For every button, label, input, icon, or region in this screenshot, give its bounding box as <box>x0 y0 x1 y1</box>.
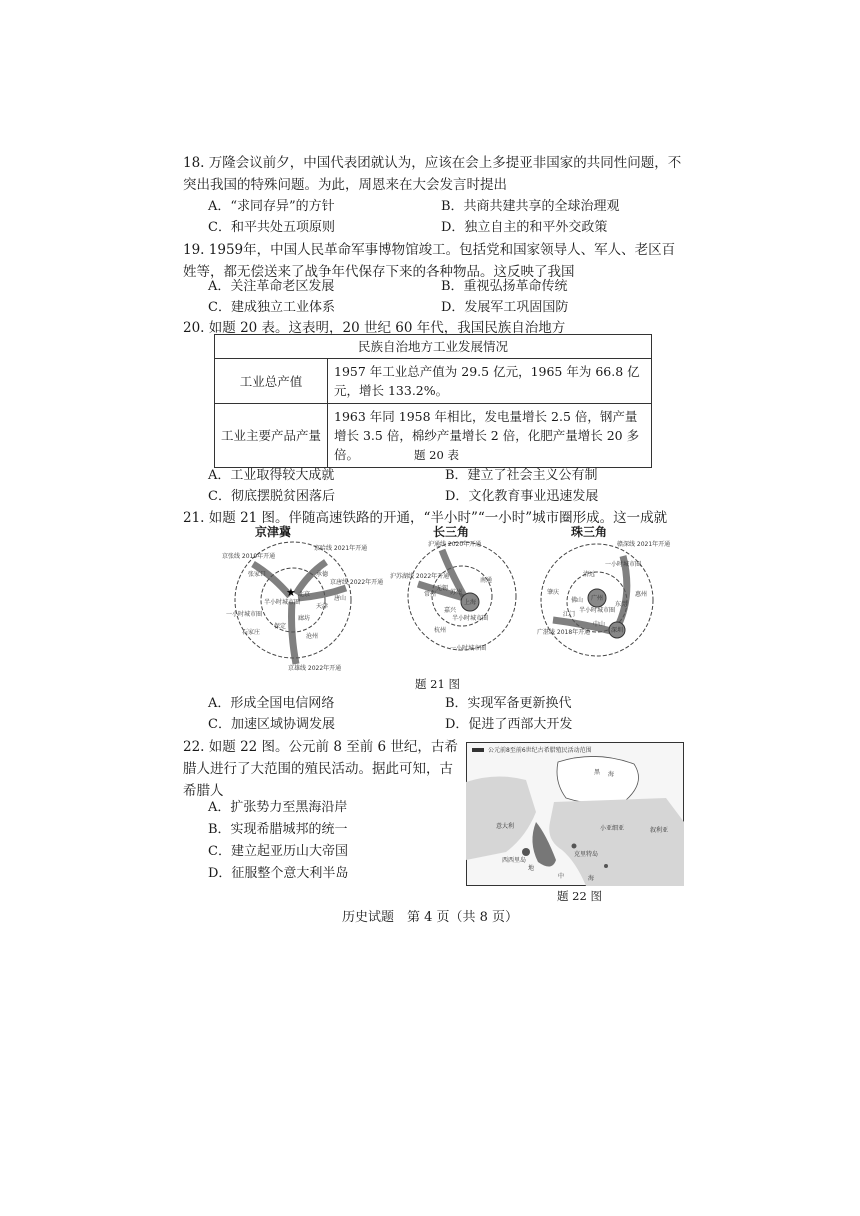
q20-caption: 题 20 表 <box>414 448 459 462</box>
table-row-label: 工业主要产品产量 <box>215 404 328 468</box>
q21-option-b[interactable]: B．实现军备更新换代 <box>445 696 572 711</box>
map-label: 常州 <box>424 591 437 598</box>
question-22 <box>183 736 461 802</box>
question-18-stem: 18. 万隆会议前夕，中国代表团就认为，应该在会上多提亚非国家的共同性问题，不突出我国的特殊问题。为此，周恩来在大会发言时提出 <box>183 155 682 193</box>
map-label: 天津 <box>316 603 329 610</box>
question-21-stem: 21. 如题 21 图。伴随高速铁路的开通，“半小时”“一小时”城市圈形成。这一成就 <box>183 510 668 526</box>
q21-option-c[interactable]: C．加速区域协调发展 <box>208 717 335 732</box>
q21-option-d[interactable]: D．促进了西部大开发 <box>445 717 573 732</box>
map-label: 沧州 <box>306 633 319 640</box>
map-label: 叙利亚 <box>650 827 669 834</box>
q19-option-c[interactable]: C．建成独立工业体系 <box>208 300 335 315</box>
q18-option-c[interactable]: C．和平共处五项原则 <box>208 220 335 235</box>
q22-caption: 题 22 图 <box>557 889 602 903</box>
q18-option-b[interactable]: B．共商共建共享的全球治理观 <box>441 199 620 214</box>
map-label: 一小时城市圈 <box>605 561 642 568</box>
q20-option-a[interactable]: A．工业取得较大成就 <box>208 468 335 483</box>
q18-option-a[interactable]: A．“求同存异”的方针 <box>208 199 335 214</box>
map-label: 广州 <box>591 595 604 602</box>
question-20-stem: 20. 如题 20 表。这表明，20 世纪 60 年代，我国民族自治地方 <box>183 320 566 336</box>
table-row-text: 1963 年同 1958 年相比，发电量增长 2.5 倍，钢产量增长 3.5 倍，棉纱产量增长 2 倍，化肥产量增长 20 多倍。 <box>328 404 652 468</box>
map-label: 江门 <box>563 611 576 618</box>
question-number: 19. <box>183 242 205 258</box>
map-label: 西西里岛 <box>502 857 527 864</box>
map-label: 地 <box>528 865 535 872</box>
map-label: 沪苏湖线 2022年开通 <box>390 573 450 580</box>
question-number: 21. <box>183 510 205 526</box>
map-label: 肇庆 <box>547 589 560 596</box>
table-row-text: 1957 年工业总产值为 29.5 亿元，1965 年为 66.8 亿元，增长 133.2%。 <box>328 359 652 404</box>
question-19-stem: 19. 1959年，中国人民革命军事博物馆竣工。包括党和国家领导人、军人、老区百姓等，都无偿送来了战争年代保存下来的各种物品。这反映了我国 <box>183 242 676 280</box>
map-label: 嘉兴 <box>444 607 457 614</box>
svg-text:★: ★ <box>286 586 296 599</box>
map-jingjinji <box>218 536 384 674</box>
page-footer: 历史试题 第 4 页（共 8 页） <box>341 910 519 925</box>
map-label: 京哈线 2021年开通 <box>314 545 368 552</box>
map-label: 京雄线 2022年开通 <box>288 665 342 672</box>
map-label: 唐山 <box>334 595 347 602</box>
map-label: 廊坊 <box>298 615 311 622</box>
map-zhusanjiao <box>535 536 671 666</box>
map-label: 上海 <box>464 599 477 606</box>
q20-option-c[interactable]: C．彻底摆脱贫困落后 <box>208 489 335 504</box>
map-label: 京张线 2019年开通 <box>222 553 276 560</box>
map-label: 张家口 <box>248 571 267 578</box>
map-label: 克里特岛 <box>574 851 599 858</box>
q22-map <box>466 742 684 886</box>
map-label: 半小时城市圈 <box>264 599 301 606</box>
q20-option-b[interactable]: B．建立了社会主义公有制 <box>445 468 598 483</box>
map-label: 中山 <box>593 621 606 628</box>
map-label: 保定 <box>274 623 287 630</box>
map-legend: 公元前8至前6世纪古希腊殖民活动范围 <box>488 747 592 754</box>
map-label: 北京 <box>298 591 311 598</box>
map-title-zhusanjiao: 珠三角 <box>571 525 608 539</box>
q20-option-d[interactable]: D．文化教育事业迅速发展 <box>445 489 599 504</box>
q19-option-d[interactable]: D．发展军工巩固国防 <box>441 300 569 315</box>
question-number: 18. <box>183 155 205 171</box>
table-row-label: 工业总产值 <box>215 359 328 404</box>
q22-option-d[interactable]: D．征服整个意大利半岛 <box>208 866 349 881</box>
map-label: 承德 <box>316 571 329 578</box>
q22-option-c[interactable]: C．建立起亚历山大帝国 <box>208 844 348 859</box>
q21-option-a[interactable]: A．形成全国电信网络 <box>208 696 335 711</box>
map-label: 杭州 <box>434 627 447 634</box>
map-title-jingjinji: 京津冀 <box>255 525 292 539</box>
question-number: 20. <box>183 320 205 336</box>
map-label: 深圳 <box>611 627 624 634</box>
map-label: 半小时城市圈 <box>579 607 616 614</box>
map-label: 惠州 <box>635 591 648 598</box>
map-label: 石家庄 <box>242 629 261 636</box>
map-label: 小亚细亚 <box>600 825 625 832</box>
map-label: 海 <box>588 875 595 882</box>
map-label: 沪通线 2020年开通 <box>428 541 482 548</box>
q22-option-a[interactable]: A．扩张势力至黑海沿岸 <box>208 800 348 815</box>
q18-option-d[interactable]: D．独立自主的和平外交政策 <box>441 220 608 235</box>
map-label: 半小时城市圈 <box>452 615 489 622</box>
question-18 <box>183 152 683 196</box>
q21-caption: 题 21 图 <box>415 677 460 691</box>
map-label: 赣深线 2021年开通 <box>617 541 671 548</box>
map-changsanjiao <box>390 536 520 662</box>
table-title: 民族自治地方工业发展情况 <box>215 335 652 359</box>
map-label: 一小时城市圈 <box>450 645 487 652</box>
map-title-changsanjiao: 长三角 <box>433 525 470 539</box>
map-label: 清远 <box>583 571 596 578</box>
map-label: 苏州 <box>450 589 463 596</box>
map-label: 黑 <box>594 769 601 776</box>
question-22-stem: 22. 如题 22 图。公元前 8 至前 6 世纪，古希腊人进行了大范围的殖民活动。据此可知，古希腊人 <box>183 739 458 799</box>
map-label: 海 <box>608 771 615 778</box>
map-label: 无锡 <box>436 585 449 592</box>
map-label: 京唐线 2022年开通 <box>330 579 384 586</box>
map-label: 佛山 <box>571 597 584 604</box>
map-label: 南通 <box>480 577 493 584</box>
table-row <box>215 359 652 404</box>
map-label: 东莞 <box>615 601 628 608</box>
map-label: 广湛线 2018年开通 <box>537 629 591 636</box>
map-label: 一小时城市圈 <box>226 611 263 618</box>
question-number: 22. <box>183 739 205 755</box>
q19-option-a[interactable]: A．关注革命老区发展 <box>208 279 335 294</box>
q19-option-b[interactable]: B．重视弘扬革命传统 <box>441 279 568 294</box>
map-label: 意大利 <box>496 823 515 830</box>
q22-option-b[interactable]: B．实现希腊城邦的统一 <box>208 822 348 837</box>
map-label: 中 <box>558 873 565 880</box>
